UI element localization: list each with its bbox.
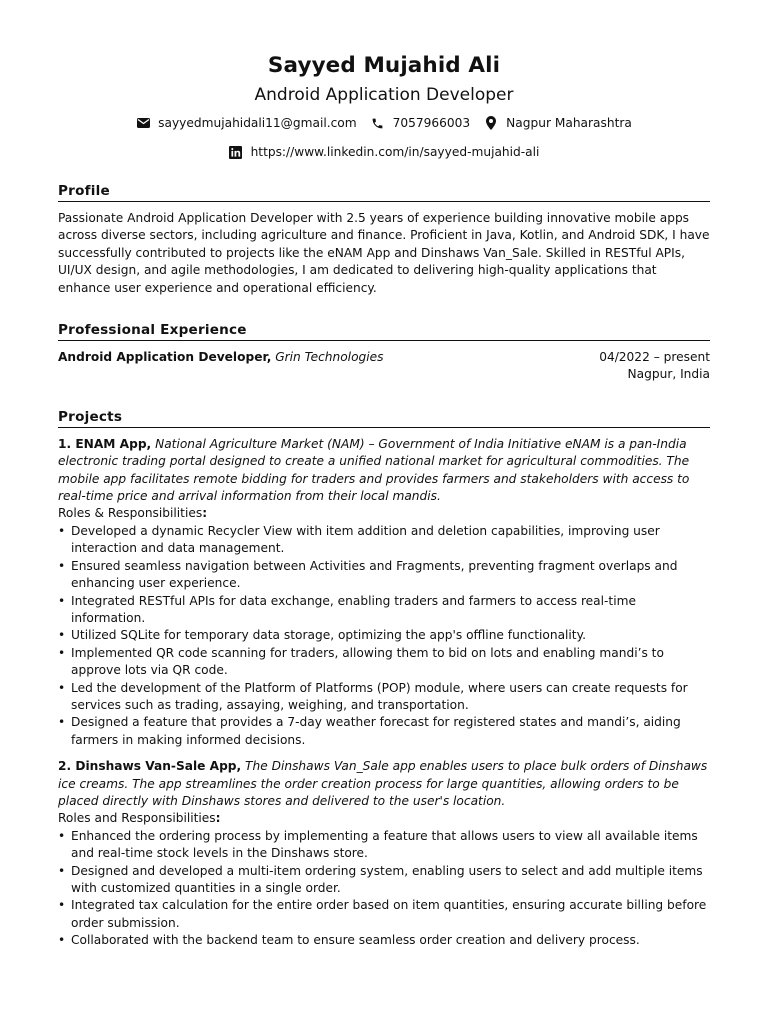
candidate-role: Android Application Developer bbox=[254, 85, 514, 105]
experience-section bbox=[58, 321, 710, 384]
resume-header bbox=[58, 52, 710, 160]
project-roles-label: Roles & Responsibilities: bbox=[58, 506, 208, 521]
list-item: • Collaborated with the backend team to ensure seamless order creation and delivery process. bbox=[58, 932, 710, 949]
phone-text: 7057966003 bbox=[392, 116, 471, 130]
contact-row-secondary bbox=[58, 144, 710, 160]
project-description: National Agriculture Market (NAM) – Government of India Initiative eNAM is a pan-India electronic trading portal designed to create a unified national market for agricultural commodities. The mobile app facilitates remote bidding for traders and provides farmers and stakeholders with access to real-time price and arrival information from their local mandis. bbox=[58, 436, 690, 504]
mail-icon bbox=[136, 116, 150, 130]
contact-row-primary bbox=[58, 115, 710, 131]
project-summary bbox=[58, 758, 710, 810]
projects-list bbox=[58, 436, 710, 950]
project-description: The Dinshaws Van_Sale app enables users to place bulk orders of Dinshaws ice creams. The app streamlines the order creation process for large quantities, allowing orders to be placed directly with Dinshaws stores and delivered to the user's location. bbox=[58, 759, 708, 808]
contact-phone[interactable] bbox=[371, 115, 471, 131]
candidate-name: Sayyed Mujahid Ali bbox=[267, 53, 501, 78]
projects-section bbox=[58, 408, 710, 950]
contact-linkedin[interactable] bbox=[229, 144, 540, 160]
experience-location: Nagpur, India bbox=[627, 367, 710, 382]
experience-position: Android Application Developer, bbox=[58, 350, 272, 365]
contact-email[interactable] bbox=[136, 115, 356, 131]
project-name: 1. ENAM App, bbox=[58, 436, 152, 451]
experience-dates: 04/2022 – present bbox=[599, 350, 710, 365]
list-item: • Integrated tax calculation for the entire order based on item quantities, ensuring accurate billing before order submission. bbox=[58, 897, 710, 932]
contact-location bbox=[484, 115, 632, 131]
linkedin-icon bbox=[229, 145, 243, 159]
list-item: • Enhanced the ordering process by implementing a feature that allows users to view all available items and real-time stock levels in the Dinshaws store. bbox=[58, 828, 710, 863]
project-item-enam bbox=[58, 436, 710, 749]
experience-right bbox=[599, 349, 710, 384]
email-text: sayyedmujahidali11@gmail.com bbox=[158, 116, 357, 130]
experience-list bbox=[58, 349, 710, 384]
profile-heading: Profile bbox=[58, 182, 710, 202]
project-name: 2. Dinshaws Van-Sale App, bbox=[58, 759, 242, 774]
project-roles-label: Roles and Responsibilities: bbox=[58, 811, 221, 826]
location-pin-icon bbox=[484, 116, 498, 130]
roles-label-text: Roles and Responsibilities bbox=[58, 811, 216, 826]
project-bullets bbox=[58, 828, 710, 950]
list-item: • Integrated RESTful APIs for data exchange, enabling traders and farmers to access real-time information. bbox=[58, 593, 710, 628]
experience-left bbox=[58, 349, 384, 366]
location-text: Nagpur Maharashtra bbox=[506, 116, 632, 130]
list-item: • Ensured seamless navigation between Activities and Fragments, preventing fragment overlaps and enhancing user experience. bbox=[58, 558, 710, 593]
list-item: • Implemented QR code scanning for traders, allowing them to bid on lots and enabling mandi’s to approve lots via QR code. bbox=[58, 645, 710, 680]
roles-label-text: Roles & Responsibilities bbox=[58, 506, 203, 521]
projects-heading: Projects bbox=[58, 408, 710, 428]
project-summary bbox=[58, 436, 710, 506]
profile-text: Passionate Android Application Developer with 2.5 years of experience building innovative mobile apps across diverse sectors, including agriculture and finance. Proficient in Java, Kotlin, and Android SDK, I have successfully contributed to projects like the eNAM App and Dinshaws Van_Sale. Skilled in RESTful APIs, UI/UX design, and agile methodologies, I am dedicated to delivering high-quality applications that enhance user experience and operational efficiency. bbox=[58, 211, 710, 295]
linkedin-text[interactable]: https://www.linkedin.com/in/sayyed-mujahid-ali bbox=[250, 145, 540, 159]
list-item: • Utilized SQLite for temporary data storage, optimizing the app's offline functionality. bbox=[58, 627, 710, 644]
experience-company: Grin Technologies bbox=[275, 350, 384, 365]
phone-icon bbox=[371, 116, 385, 130]
list-item: • Developed a dynamic Recycler View with item addition and deletion capabilities, improving user interaction and data management. bbox=[58, 523, 710, 558]
list-item: • Designed a feature that provides a 7-day weather forecast for registered states and mandi’s, aiding farmers in making informed decisions. bbox=[58, 714, 710, 749]
list-item: • Led the development of the Platform of Platforms (POP) module, where users can create requests for services such as trading, assaying, weighing, and transportation. bbox=[58, 680, 710, 715]
experience-heading: Professional Experience bbox=[58, 321, 710, 341]
resume-page bbox=[58, 52, 710, 959]
list-item: • Designed and developed a multi-item ordering system, enabling users to select and add multiple items with customized quantities in a single order. bbox=[58, 863, 710, 898]
project-bullets bbox=[58, 523, 710, 749]
project-item-dinshaws bbox=[58, 758, 710, 949]
profile-section bbox=[58, 182, 710, 297]
experience-item bbox=[58, 349, 710, 384]
